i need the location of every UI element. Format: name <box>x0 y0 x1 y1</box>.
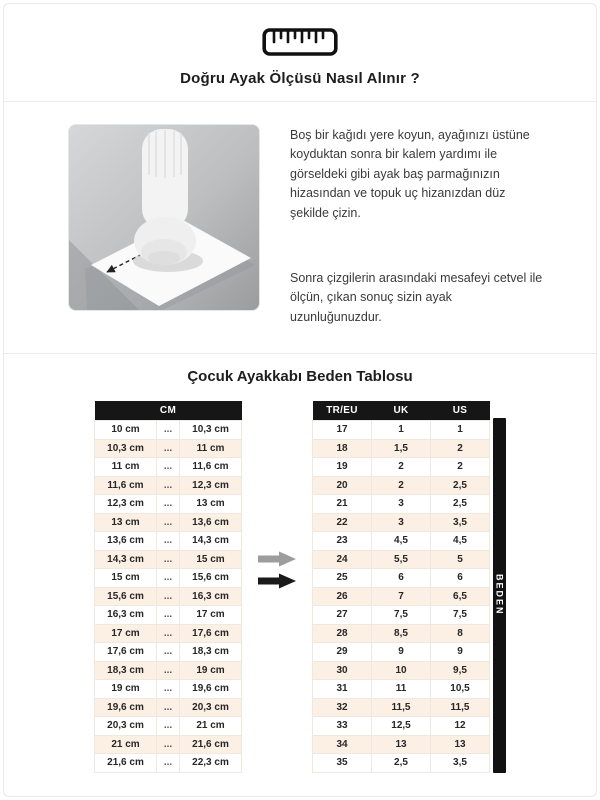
cm-table-row <box>95 606 242 625</box>
size-cell: 30 <box>313 661 372 680</box>
cm-table-row <box>95 476 242 495</box>
cm-table-row <box>95 754 242 773</box>
size-table-row <box>313 587 490 606</box>
cm-cell: 17,6 cm <box>95 643 157 662</box>
cm-cell: ... <box>157 476 180 495</box>
cm-cell: 16,3 cm <box>95 606 157 625</box>
size-table-row <box>313 421 490 440</box>
size-cell: 7,5 <box>372 606 431 625</box>
ruler-icon <box>262 26 338 58</box>
size-cell: 2,5 <box>431 495 490 514</box>
size-cell: 35 <box>313 754 372 773</box>
size-cell: 7 <box>372 587 431 606</box>
cm-cell: 18,3 cm <box>95 661 157 680</box>
cm-cell: ... <box>157 680 180 699</box>
size-table-header: US <box>431 401 490 421</box>
size-cell: 32 <box>313 698 372 717</box>
size-cell: 20 <box>313 476 372 495</box>
cm-table-row <box>95 458 242 477</box>
cm-table-row <box>95 587 242 606</box>
cm-cell: ... <box>157 754 180 773</box>
size-cell: 3 <box>372 495 431 514</box>
cm-table-row <box>95 680 242 699</box>
size-cell: 4,5 <box>431 532 490 551</box>
cm-cell: 10 cm <box>95 421 157 440</box>
cm-cell: ... <box>157 717 180 736</box>
cm-cell: 11 cm <box>180 439 242 458</box>
cm-cell: 18,3 cm <box>180 643 242 662</box>
size-cell: 3 <box>372 513 431 532</box>
cm-cell: 13,6 cm <box>95 532 157 551</box>
cm-cell: 21,6 cm <box>95 754 157 773</box>
size-table-row <box>313 476 490 495</box>
size-table-row <box>313 643 490 662</box>
size-cell: 9 <box>372 643 431 662</box>
cm-cell: ... <box>157 569 180 588</box>
size-table-header: TR/EU <box>313 401 372 421</box>
cm-cell: ... <box>157 532 180 551</box>
size-table-row <box>313 754 490 773</box>
size-cell: 17 <box>313 421 372 440</box>
size-cell: 13 <box>431 735 490 754</box>
cm-cell: ... <box>157 458 180 477</box>
size-cell: 24 <box>313 550 372 569</box>
size-cell: 6 <box>372 569 431 588</box>
cm-table-row <box>95 532 242 551</box>
cm-cell: 19 cm <box>180 661 242 680</box>
cm-table-row <box>95 624 242 643</box>
size-cell: 12,5 <box>372 717 431 736</box>
cm-table-row <box>95 717 242 736</box>
size-cell: 8,5 <box>372 624 431 643</box>
cm-cell: ... <box>157 550 180 569</box>
cm-cell: 12,3 cm <box>180 476 242 495</box>
foot-measurement-photo <box>68 124 260 311</box>
size-table-row <box>313 606 490 625</box>
cm-cell: ... <box>157 643 180 662</box>
cm-cell: 19 cm <box>95 680 157 699</box>
size-cell: 2 <box>431 439 490 458</box>
size-cell: 10,5 <box>431 680 490 699</box>
size-cell: 29 <box>313 643 372 662</box>
cm-cell: 15,6 cm <box>95 587 157 606</box>
size-cell: 5 <box>431 550 490 569</box>
cm-cell: 13,6 cm <box>180 513 242 532</box>
size-cell: 11,5 <box>431 698 490 717</box>
arrow-right-gray-icon <box>257 551 297 567</box>
size-table-row <box>313 661 490 680</box>
size-cell: 11,5 <box>372 698 431 717</box>
size-cell: 9 <box>431 643 490 662</box>
cm-cell: ... <box>157 421 180 440</box>
cm-cell: 17 cm <box>95 624 157 643</box>
howto-section <box>4 102 596 353</box>
cm-table-row <box>95 550 242 569</box>
size-cell: 28 <box>313 624 372 643</box>
cm-table-header: CM <box>95 401 242 421</box>
size-table-row <box>313 698 490 717</box>
cm-cell: 21 cm <box>95 735 157 754</box>
cm-cell: 14,3 cm <box>180 532 242 551</box>
cm-table-row <box>95 661 242 680</box>
size-table-row <box>313 569 490 588</box>
cm-cell: 15 cm <box>180 550 242 569</box>
cm-cell: 13 cm <box>180 495 242 514</box>
cm-table-row <box>95 698 242 717</box>
size-cell: 18 <box>313 439 372 458</box>
cm-cell: 19,6 cm <box>95 698 157 717</box>
size-table-row <box>313 735 490 754</box>
conversion-arrows <box>256 551 298 589</box>
cm-cell: ... <box>157 439 180 458</box>
size-table-row <box>313 458 490 477</box>
cm-cell: 10,3 cm <box>180 421 242 440</box>
size-cell: 31 <box>313 680 372 699</box>
cm-cell: 15,6 cm <box>180 569 242 588</box>
cm-cell: ... <box>157 624 180 643</box>
size-cell: 5,5 <box>372 550 431 569</box>
cm-cell: 21 cm <box>180 717 242 736</box>
cm-cell: 15 cm <box>95 569 157 588</box>
cm-cell: 10,3 cm <box>95 439 157 458</box>
size-cell: 2,5 <box>431 476 490 495</box>
size-table-row <box>313 513 490 532</box>
size-cell: 22 <box>313 513 372 532</box>
beden-side-label: BEDEN <box>493 418 506 773</box>
size-cell: 2,5 <box>372 754 431 773</box>
cm-cell: 14,3 cm <box>95 550 157 569</box>
cm-cell: ... <box>157 587 180 606</box>
size-cell: 1,5 <box>372 439 431 458</box>
cm-cell: 11,6 cm <box>180 458 242 477</box>
cm-cell: 20,3 cm <box>180 698 242 717</box>
size-cell: 2 <box>431 458 490 477</box>
size-cell: 23 <box>313 532 372 551</box>
arrow-right-black-icon <box>257 573 297 589</box>
cm-table-row <box>95 735 242 754</box>
page-container <box>3 3 597 797</box>
cm-cell: 12,3 cm <box>95 495 157 514</box>
cm-table-row <box>95 513 242 532</box>
size-cell: 2 <box>372 476 431 495</box>
cm-cell: ... <box>157 661 180 680</box>
size-cell: 26 <box>313 587 372 606</box>
size-cell: 21 <box>313 495 372 514</box>
size-tables <box>4 401 596 773</box>
size-cell: 6 <box>431 569 490 588</box>
page-title: Doğru Ayak Ölçüsü Nasıl Alınır ? <box>180 70 420 87</box>
instruction-texts <box>290 124 546 327</box>
cm-cell: 17,6 cm <box>180 624 242 643</box>
size-cell: 33 <box>313 717 372 736</box>
cm-cell: ... <box>157 495 180 514</box>
size-table <box>312 401 490 773</box>
cm-cell: ... <box>157 698 180 717</box>
size-cell: 27 <box>313 606 372 625</box>
size-cell: 3,5 <box>431 754 490 773</box>
cm-cell: 21,6 cm <box>180 735 242 754</box>
cm-cell: 13 cm <box>95 513 157 532</box>
size-cell: 12 <box>431 717 490 736</box>
cm-table-row <box>95 439 242 458</box>
cm-cell: 11,6 cm <box>95 476 157 495</box>
size-cell: 2 <box>372 458 431 477</box>
cm-table-row <box>95 495 242 514</box>
cm-cell: ... <box>157 606 180 625</box>
size-table-row <box>313 495 490 514</box>
cm-cell: 22,3 cm <box>180 754 242 773</box>
size-chart-section <box>4 354 596 773</box>
size-cell: 1 <box>431 421 490 440</box>
size-cell: 25 <box>313 569 372 588</box>
size-cell: 1 <box>372 421 431 440</box>
size-cell: 9,5 <box>431 661 490 680</box>
section-title: Çocuk Ayakkabı Beden Tablosu <box>187 368 413 385</box>
cm-cell: ... <box>157 513 180 532</box>
cm-cell: 19,6 cm <box>180 680 242 699</box>
size-cell: 6,5 <box>431 587 490 606</box>
size-cell: 19 <box>313 458 372 477</box>
size-cell: 4,5 <box>372 532 431 551</box>
size-table-row <box>313 550 490 569</box>
cm-cell: 17 cm <box>180 606 242 625</box>
instruction-paragraph-2: Sonra çizgilerin arasındaki mesafeyi cetvel ile ölçün, çıkan sonuç sizin ayak uzunluğunuzdur. <box>290 270 543 324</box>
size-table-row <box>313 680 490 699</box>
size-cell: 11 <box>372 680 431 699</box>
cm-cell: 20,3 cm <box>95 717 157 736</box>
size-cell: 10 <box>372 661 431 680</box>
size-cell: 8 <box>431 624 490 643</box>
cm-cell: 16,3 cm <box>180 587 242 606</box>
size-cell: 13 <box>372 735 431 754</box>
page-header <box>4 4 596 101</box>
cm-table-row <box>95 421 242 440</box>
cm-table <box>94 401 242 773</box>
size-table-row <box>313 532 490 551</box>
cm-cell: 11 cm <box>95 458 157 477</box>
size-table-row <box>313 717 490 736</box>
size-cell: 34 <box>313 735 372 754</box>
cm-table-row <box>95 569 242 588</box>
cm-table-row <box>95 643 242 662</box>
size-table-header: UK <box>372 401 431 421</box>
size-cell: 7,5 <box>431 606 490 625</box>
instruction-paragraph-1: Boş bir kağıdı yere koyun, ayağınızı üstüne koyduktan sonra bir kalem yardımı ile görseldeki gibi ayak baş parmağınızın hizasından ve topuk uç hizanızdan düz şekilde çizin. <box>290 128 530 220</box>
size-table-row <box>313 439 490 458</box>
size-cell: 3,5 <box>431 513 490 532</box>
size-table-wrap <box>312 401 506 773</box>
size-table-row <box>313 624 490 643</box>
cm-cell: ... <box>157 735 180 754</box>
